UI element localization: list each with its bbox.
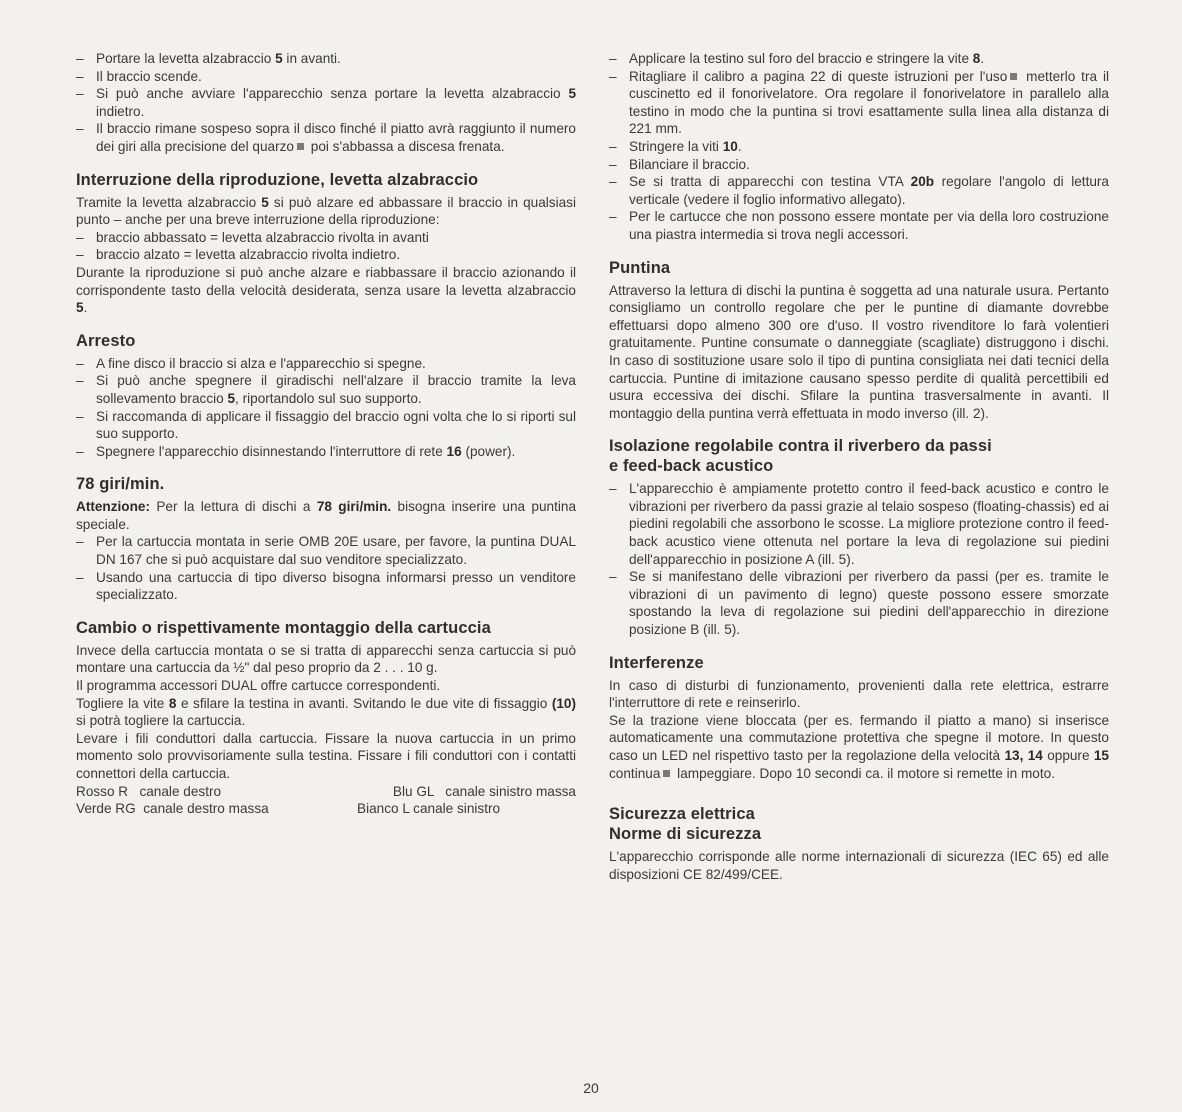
paragraph: Durante la riproduzione si può anche alzare e riabbassare il braccio azionando il corrispondente tasto della velocità desiderata, senza usare la levetta alzabraccio 5. <box>76 264 576 316</box>
section-interruzione <box>76 170 576 317</box>
list-item: – Stringere la viti 10. <box>609 138 1109 156</box>
list-item: – braccio abbassato = levetta alzabraccio rivolta in avanti <box>76 229 576 247</box>
list-item: – Il braccio rimane sospeso sopra il disco finché il piatto avrà raggiunto il numero dei giri alla precisione del quarzo poi s'abbassa a discesa frenata. <box>76 120 576 155</box>
square-bullet-icon <box>663 770 670 777</box>
section-title: Isolazione regolabile contra il riverbero da passi e feed-back acustico <box>609 437 992 476</box>
section-title: Puntina <box>609 258 671 277</box>
square-bullet-icon <box>1010 73 1017 80</box>
list-item: – Per la cartuccia montata in serie OMB 20E usare, per favore, la puntina DUAL DN 167 che si può acquistare dal suo venditore specializzato. <box>76 533 576 568</box>
list-item: – Si può anche spegnere il giradischi nell'alzare il braccio tramite la leva sollevamento braccio 5, riportandolo sul suo supporto. <box>76 372 576 407</box>
intro-list <box>609 50 1109 244</box>
paragraph: Attraverso la lettura di dischi la puntina è soggetta ad una naturale usura. Pertanto consigliamo un controllo regolare che per le puntine di diamante dovrebbe effettuarsi dopo almeno 300 ore d'uso. Il vostro rivenditore lo farà volentieri gratuitamente. Puntine consumate o danneggiate (scagliate) distruggono i dischi. In caso di sostituzione usare solo il tipo di puntina consigliata nei dati tecnici della cartuccia. Puntine di imitazione causano spesso perdite di qualità percettibili ed usura eccessiva dei dischi. Sfilare la puntina trasversalmente in avanti. Il montaggio della puntina verrà effettuata in modo inverso (ill. 2). <box>609 282 1109 421</box>
list-item: – Spegnere l'apparecchio disinnestando l'interruttore di rete 16 (power). <box>76 443 576 461</box>
section-isolazione <box>609 436 1109 638</box>
section-puntina <box>609 258 1109 423</box>
list-item: – Se si tratta di apparecchi con testina VTA 20b regolare l'angolo di lettura verticale (vedere il foglio informativo allegato). <box>609 173 1109 208</box>
section-interferenze <box>609 653 1109 783</box>
connection-table <box>76 783 576 818</box>
list-item: – braccio alzato = levetta alzabraccio rivolta indietro. <box>76 246 576 264</box>
paragraph: Se la trazione viene bloccata (per es. fermando il piatto a mano) si inserisce automaticamente una commutazione protettiva che spegne il motore. In questo caso un LED nel rispettivo tasto per la regolazione della velocità 13, 14 oppure 15 continua lampeggiare. Dopo 10 secondi ca. il motore si remette in moto. <box>609 712 1109 781</box>
intro-list <box>76 50 576 156</box>
square-bullet-icon <box>297 143 304 150</box>
paragraph: Invece della cartuccia montata o se si tratta di apparecchi senza cartuccia si può montare una cartuccia da ½" dal peso proprio da 2 . . . 10 g. <box>76 642 576 676</box>
list-item: – Usando una cartuccia di tipo diverso bisogna informarsi presso un venditore specializzato. <box>76 569 576 604</box>
connection-entry: Blu GL canale sinistro massa <box>392 783 576 799</box>
list-item: – A fine disco il braccio si alza e l'apparecchio si spegne. <box>76 355 576 373</box>
page-number: 20 <box>583 1080 599 1096</box>
list-item: – Per le cartucce che non possono essere montate per via della loro costruzione una piastra intermedia si trova negli accessori. <box>609 208 1109 243</box>
paragraph: Attenzione: Per la lettura di dischi a 78 giri/min. bisogna inserire una puntina speciale. <box>76 499 577 532</box>
connection-entry: Rosso R canale destro <box>76 783 222 799</box>
bullet-list <box>76 355 576 461</box>
connection-entry: Bianco L canale sinistro <box>357 801 501 817</box>
connection-entry: Verde RG canale destro massa <box>76 801 269 817</box>
paragraph: Levare i fili conduttori dalla cartuccia. Fissare la nuova cartuccia in un primo momento solo provvisoriamente sulla testina. Fissare i fili conduttori con i contatti connettori della cartuccia. <box>76 730 576 781</box>
right-column <box>609 50 1109 883</box>
paragraph: Tramite la levetta alzabraccio 5 si può alzare ed abbassare il braccio in qualsiasi punto – anche per una breve interruzione della riproduzione: <box>76 194 576 228</box>
section-title: Interruzione della riproduzione, levetta alzabraccio <box>76 170 479 189</box>
bullet-list <box>76 229 576 264</box>
section-title: Arresto <box>76 331 136 350</box>
bullet-list <box>609 480 1109 638</box>
bullet-list <box>76 533 576 603</box>
list-item: – Il braccio scende. <box>76 68 576 86</box>
paragraph: Il programma accessori DUAL offre cartucce correspondenti. <box>76 678 441 694</box>
paragraph: In caso di disturbi di funzionamento, provenienti dalla rete elettrica, estrarre l'interruttore di rete e reinserirlo. <box>609 677 1109 711</box>
list-item: – Portare la levetta alzabraccio 5 in avanti. <box>76 50 576 68</box>
section-title: 78 giri/min. <box>76 475 165 494</box>
paragraph: Togliere la vite 8 e sfilare la testina in avanti. Svitando le due vite di fissaggio (10) si potrà togliere la cartuccia. <box>76 695 576 729</box>
section-78-giri <box>76 474 576 604</box>
section-cambio <box>76 618 576 818</box>
section-title: Interferenze <box>609 653 704 672</box>
list-item: – Applicare la testino sul foro del braccio e stringere la vite 8. <box>609 50 1109 68</box>
section-title: Cambio o rispettivamente montaggio della cartuccia <box>76 618 491 637</box>
left-column <box>76 50 576 818</box>
list-item: – Se si manifestano delle vibrazioni per riverbero da passi (per es. tramite le vibrazioni di un pavimento di legno) queste possono essere smorzate spostando la leva di regolazione sui piedini dell'apparecchio in direzione posizione B (ill. 5). <box>609 568 1109 638</box>
section-arresto <box>76 331 576 461</box>
list-item: – Ritagliare il calibro a pagina 22 di queste istruzioni per l'uso metterlo tra il cuscinetto ed il fonorivelatore. Ora regolare il fonorivelatore in parallelo alla testino in modo che la puntina si trovi esattamente sulla linea alla distanza di 221 mm. <box>609 68 1109 138</box>
list-item: – Si può anche avviare l'apparecchio senza portare la levetta alzabraccio 5 indietro. <box>76 85 576 120</box>
list-item: – Si raccomanda di applicare il fissaggio del braccio ogni volta che lo si riporti sul suo supporto. <box>76 408 576 443</box>
list-item: – Bilanciare il braccio. <box>609 156 1109 174</box>
section-sicurezza <box>609 804 1109 883</box>
list-item: – L'apparecchio è ampiamente protetto contro il feed-back acustico e contro le vibrazioni per riverbero da passi grazie al telaio sospeso (floating-chassis) ed ai piedini regolabili che assorbono le scosse. La migliore protezione contro il feed-back acustico viene ottenuta nel portare la leva di regolazione sui piedini dell'apparecchio in posizione A (ill. 5). <box>609 480 1109 568</box>
paragraph: L'apparecchio corrisponde alle norme internazionali di sicurezza (IEC 65) ed alle disposizioni CE 82/499/CEE. <box>609 849 1109 882</box>
section-title: Sicurezza elettrica Norme di sicurezza <box>609 805 762 844</box>
